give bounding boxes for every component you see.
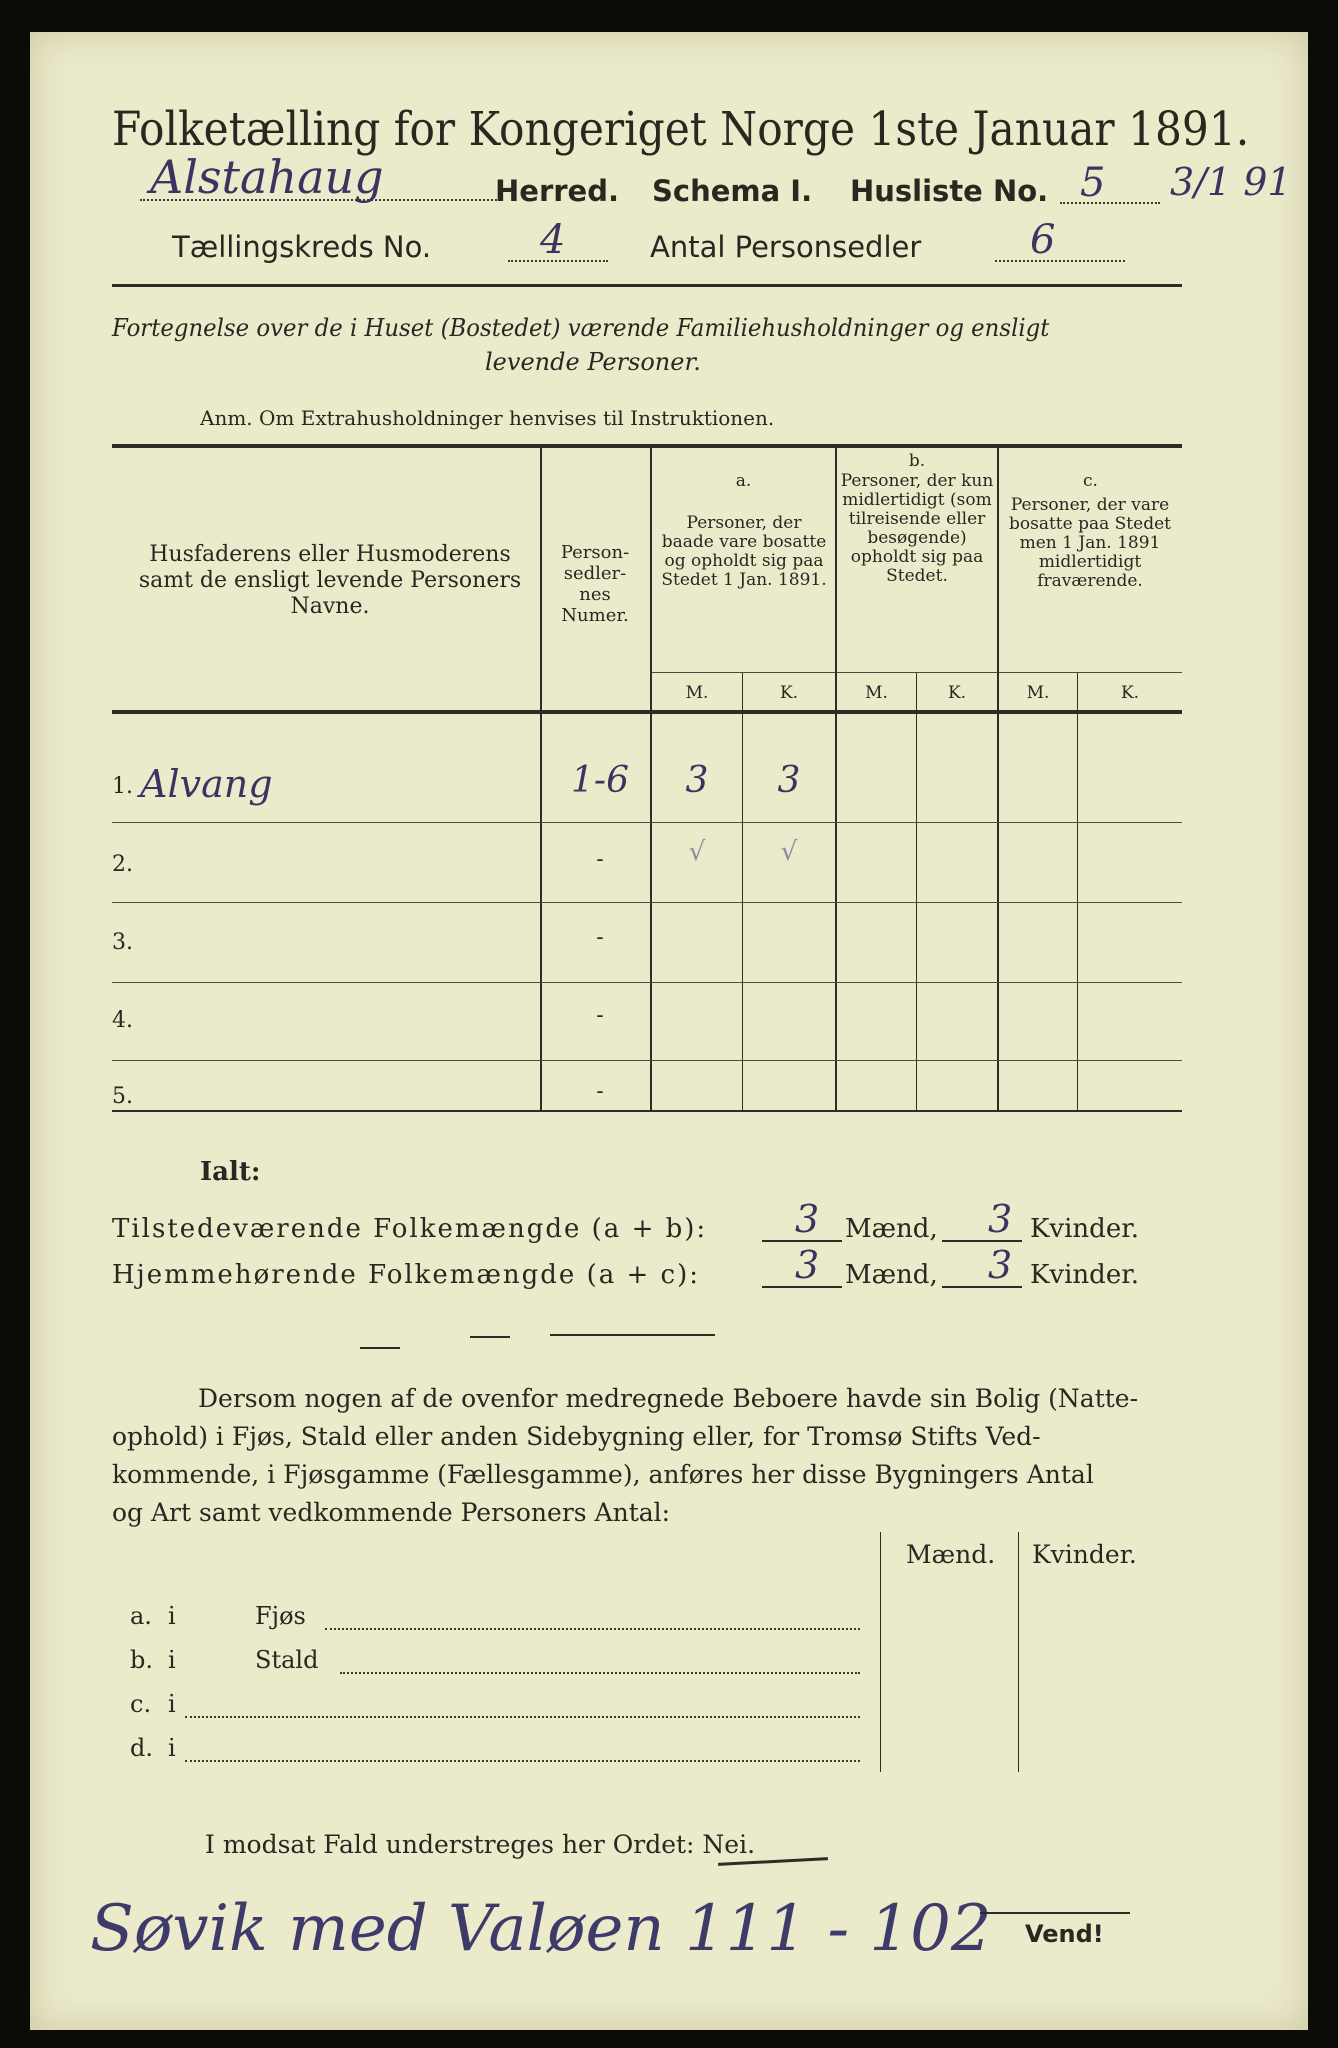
row-number: 3.: [112, 930, 133, 955]
total-resident-kvinder: Kvinder.: [1030, 1260, 1140, 1290]
paragraph-line3: kommende, i Fjøsgamme (Fællesgamme), anføres her disse Bygningers Antal: [112, 1460, 1094, 1489]
row-rule: [112, 822, 1182, 823]
paragraph-line4: og Art samt vedkommende Personers Antal:: [112, 1498, 671, 1527]
paragraph-line2: ophold) i Fjøs, Stald eller anden Sidebygning eller, for Tromsø Stifts Ved-: [112, 1422, 1041, 1451]
table-bottom-rule: [112, 1110, 1182, 1112]
building-letter: d.: [130, 1734, 153, 1762]
antal-label: Antal Personsedler: [650, 230, 922, 264]
c-sub-rule: [999, 672, 1182, 673]
col-sub-a: [742, 672, 743, 1110]
husliste-value: 5: [1080, 160, 1106, 206]
building-label: Stald: [255, 1646, 319, 1674]
building-i: i: [168, 1602, 176, 1630]
row-number: 2.: [112, 852, 133, 877]
col-header-c-letter: c.: [1083, 471, 1098, 491]
buildings-kvinder-header: Kvinder.: [1032, 1540, 1137, 1569]
paragraph-line1: Dersom nogen af de ovenfor medregnede Beboere havde sin Bolig (Natte-: [198, 1384, 1139, 1413]
header-rule: [112, 284, 1182, 287]
row-numer: -: [596, 847, 604, 872]
building-dotted-line: [185, 1760, 860, 1762]
separator-dash-2: [470, 1336, 510, 1338]
total-present-m: 3: [795, 1197, 820, 1241]
total-resident-k: 3: [988, 1243, 1013, 1287]
row-numer: -: [596, 1079, 604, 1104]
census-form-sheet: [30, 32, 1308, 2030]
buildings-divider-1: [880, 1532, 881, 1772]
a-sub-rule: [652, 672, 835, 673]
building-i: i: [168, 1646, 176, 1674]
separator-dash-1: [360, 1347, 400, 1349]
vend-label: Vend!: [1025, 1920, 1104, 1948]
building-letter: b.: [130, 1646, 153, 1674]
row-numer: -: [596, 1003, 604, 1028]
row-numer: -: [596, 925, 604, 950]
separator-rule: [550, 1334, 715, 1336]
total-resident-maend: Mænd,: [845, 1260, 938, 1290]
total-resident-label: Hjemmehørende Folkemængde (a + c):: [112, 1260, 700, 1290]
row-number: 1.: [112, 774, 133, 799]
antal-value: 6: [1030, 217, 1056, 263]
row-a-k: 3: [777, 760, 801, 801]
a-k-header: K.: [779, 683, 799, 703]
anm-note: Anm. Om Extrahusholdninger henvises til Instruktionen.: [200, 406, 775, 430]
herred-handwritten: Alstahaug: [150, 150, 384, 204]
col-header-c: Personer, der vare bosatte paa Stedet men 1 Jan. 1891 midlertidigt fraværende.: [1009, 495, 1171, 591]
b-sub-rule: [837, 672, 997, 673]
b-k-header: K.: [947, 683, 967, 703]
ialt-label: Ialt:: [200, 1157, 261, 1187]
buildings-divider-2: [1018, 1532, 1019, 1772]
buildings-maend-header: Mænd.: [906, 1540, 996, 1569]
col-divider-a: [835, 446, 837, 1110]
col-divider-b: [997, 446, 999, 1110]
total-present-k: 3: [988, 1197, 1013, 1241]
modsat-note: I modsat Fald understreges her Ordet: Nei.: [205, 1830, 756, 1859]
col-header-a: Personer, der baade vare bosatte og opholdt sig paa Stedet 1 Jan. 1891.: [661, 513, 827, 590]
col-header-a-letter: a.: [735, 471, 752, 491]
husliste-label: Husliste No.: [850, 174, 1049, 208]
table-top-rule: [112, 444, 1182, 448]
row-number: 5.: [112, 1084, 133, 1109]
husliste-dotted-line: [1060, 202, 1160, 204]
row-numer: 1-6: [571, 760, 629, 801]
building-i: i: [168, 1734, 176, 1762]
col-header-names: Husfaderens eller Husmoderens samt de ensligt levende Personers Navne.: [138, 542, 522, 619]
building-letter: c.: [130, 1690, 152, 1718]
kreds-label: Tællingskreds No.: [172, 230, 432, 264]
building-letter: a.: [130, 1602, 152, 1630]
building-dotted-line: [185, 1716, 860, 1718]
table-header-bottom-rule: [112, 710, 1182, 714]
row-number: 4.: [112, 1008, 133, 1033]
row-a-m: √: [688, 837, 706, 867]
form-title: Folketælling for Kongeriget Norge 1ste Januar 1891.: [112, 102, 1250, 157]
schema-label: Schema I.: [652, 174, 813, 208]
total-resident-m: 3: [795, 1243, 820, 1287]
row-rule: [112, 982, 1182, 983]
building-dotted-line: [340, 1672, 860, 1674]
col-divider-names: [540, 446, 542, 1110]
c-k-header: K.: [1120, 683, 1140, 703]
row-a-m: 3: [685, 760, 709, 801]
row-rule: [112, 1060, 1182, 1061]
intro-line2: levende Personer.: [485, 348, 701, 376]
a-m-header: M.: [685, 683, 709, 703]
building-i: i: [168, 1690, 176, 1718]
row-name: Alvang: [140, 762, 273, 806]
building-label: Fjøs: [255, 1602, 306, 1630]
row-rule: [112, 902, 1182, 903]
col-header-b: Personer, der kun midlertidigt (som tilreisende eller besøgende) opholdt sig paa Stedet.: [840, 471, 994, 586]
b-m-header: M.: [865, 683, 888, 703]
row-a-k: √: [780, 837, 798, 867]
total-present-kvinder: Kvinder.: [1030, 1214, 1140, 1244]
date-handwritten: 3/1 91: [1170, 160, 1292, 204]
vend-top-rule: [980, 1912, 1130, 1914]
col-sub-b: [916, 672, 917, 1110]
herred-label: Herred.: [495, 174, 619, 208]
handwritten-note: Søvik med Valøen 111 - 102: [90, 1892, 992, 1966]
total-present-label: Tilstedeværende Folkemængde (a + b):: [112, 1214, 708, 1244]
intro-line1: Fortegnelse over de i Huset (Bostedet) værende Familiehusholdninger og ensligt: [112, 314, 1050, 342]
kreds-value: 4: [540, 217, 566, 263]
col-header-numer: Person- sedler- nes Numer.: [560, 542, 630, 626]
col-sub-c: [1077, 672, 1078, 1110]
building-dotted-line: [325, 1628, 860, 1630]
total-present-maend: Mænd,: [845, 1214, 938, 1244]
col-header-b-letter: b.: [908, 451, 926, 471]
antal-dotted-line: [995, 260, 1125, 262]
c-m-header: M.: [1026, 683, 1050, 703]
